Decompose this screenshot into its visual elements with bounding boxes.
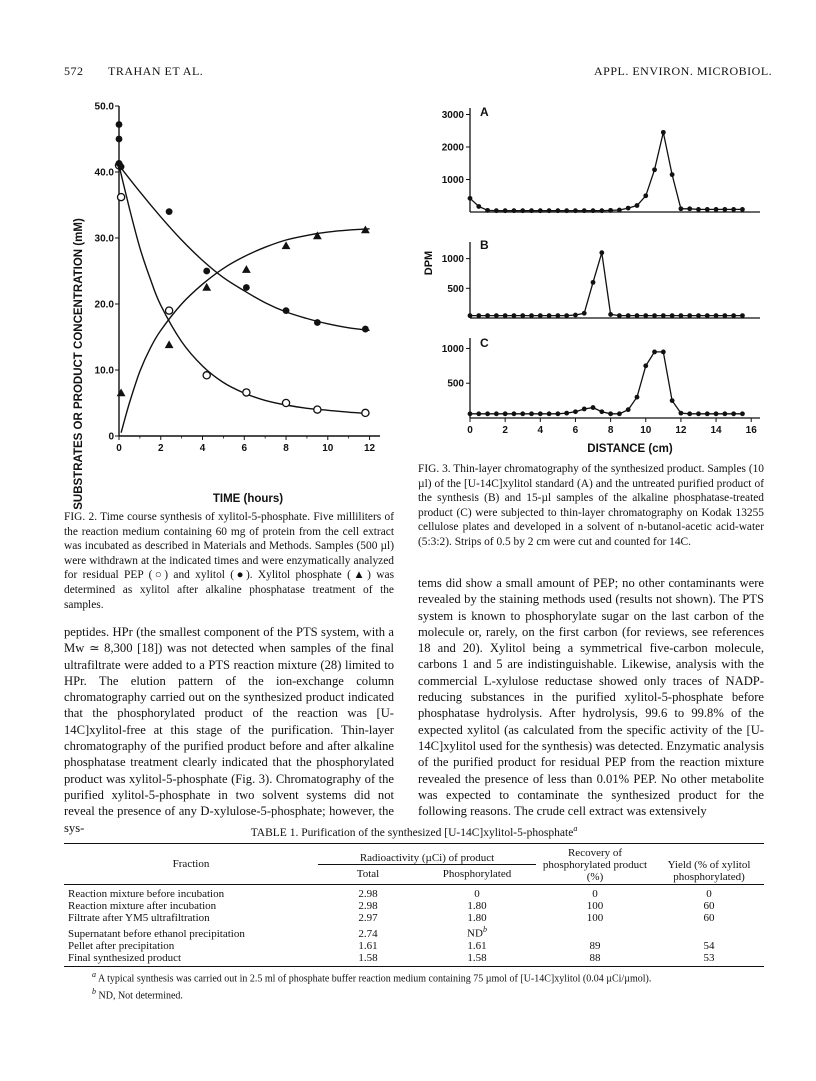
- panel-c-point: [520, 411, 525, 416]
- cell-total-value: 1.58: [358, 952, 378, 965]
- cell-phos: [418, 900, 536, 912]
- panel-a-point: [643, 193, 648, 198]
- cell-recovery-value: 89: [589, 940, 601, 953]
- panel-b-point: [608, 312, 613, 317]
- panel-c-point: [740, 411, 745, 416]
- figure2-x-tick-label: 12: [363, 443, 376, 454]
- cell-yield: [654, 900, 764, 912]
- xylitol-point: [116, 121, 123, 128]
- panel-b-point: [582, 311, 587, 316]
- cell-total: [318, 900, 418, 912]
- panel-c-point: [591, 405, 596, 410]
- panel-b-point: [679, 313, 684, 318]
- journal-title: APPL. ENVIRON. MICROBIOL.: [594, 64, 773, 78]
- cell-yield-value: 60: [703, 899, 715, 912]
- panel-c-point: [696, 411, 701, 416]
- cell-yield: [654, 952, 764, 964]
- th-radioactivity: Radioactivity (µCi) of product: [318, 844, 536, 864]
- xylitol-phosphate-point: [282, 241, 291, 249]
- panel-b-line: [470, 253, 742, 316]
- pep-point: [362, 409, 369, 416]
- panel-c-x-tick-label: 4: [537, 425, 544, 436]
- left-column-text: [64, 624, 394, 836]
- panel-a-point: [476, 204, 481, 209]
- panel-b-point: [643, 313, 648, 318]
- panel-b-point: [503, 313, 508, 318]
- figure2-x-tick-label: 0: [116, 443, 122, 454]
- cell-phos-value: 0: [474, 887, 480, 900]
- table-row: [64, 900, 764, 912]
- cell-total-value: 2.74: [358, 927, 378, 940]
- cell-phos: [418, 952, 536, 964]
- cell-total: [318, 924, 418, 940]
- th-recovery: Recovery of phosphorylated product (%): [542, 847, 648, 884]
- panel-a-point: [512, 208, 517, 213]
- table1-body: [64, 888, 764, 965]
- cell-recovery: [536, 900, 654, 912]
- panel-b-point: [617, 313, 622, 318]
- figure2-x-axis-label: TIME (hours): [212, 493, 284, 505]
- cell-recovery-value: 100: [586, 912, 604, 925]
- th-yield: Yield (% of xylitol phosphorylated): [667, 859, 751, 884]
- cell-yield: [654, 888, 764, 900]
- panel-b-point: [476, 313, 481, 318]
- panel-a-point: [714, 207, 719, 212]
- panel-b-y-tick-label: 1000: [441, 254, 464, 266]
- pep-point: [166, 307, 173, 314]
- pep-point: [282, 399, 289, 406]
- xylitol-point: [203, 268, 210, 275]
- th-fraction: Fraction: [172, 857, 210, 870]
- cell-recovery: [536, 912, 654, 924]
- figure2-x-tick-label: 8: [283, 443, 289, 454]
- figure2-y-tick-label: 0: [108, 431, 114, 443]
- panel-a-point: [696, 207, 701, 212]
- panel-c-point: [617, 411, 622, 416]
- pep-point: [117, 193, 124, 200]
- table1: [64, 843, 764, 1002]
- cell-phos: [418, 924, 536, 940]
- panel-c-point: [529, 411, 534, 416]
- figure2-y-tick-label: 10.0: [94, 365, 114, 377]
- cell-total-value: 2.97: [358, 912, 378, 925]
- panel-c-point: [635, 395, 640, 400]
- table1-title-footnote-mark: a: [573, 824, 578, 833]
- cell-phos-value: 1.80: [467, 899, 487, 912]
- xylitol-point: [283, 307, 290, 314]
- th-total: Total: [356, 868, 380, 881]
- cell-yield-value: 54: [703, 940, 715, 953]
- panel-b-point: [705, 313, 710, 318]
- panel-b-point: [626, 313, 631, 318]
- panel-b-point: [731, 313, 736, 318]
- panel-a-point: [687, 206, 692, 211]
- cell-phos-value: 1.61: [467, 940, 487, 953]
- panel-a-point: [503, 208, 508, 213]
- right-paragraph: tems did show a small amount of PEP; no other contaminants were revealed by the staining methods used (results not shown). The PTS system is known to phosphorylate sugar on the last carbon of the molecule or, rarely, on the first carbon (for reviews, see references 18 and 20). Xylitol being a symmetrical five-carbon molecule, carbons 1 and 5 are indistinguishable. Likewise, analysis with the commercial L-xylulose reductase showed only traces of NADP-reducing substances in the purified xylitol-5-phosphate before phosphatase hydrolysis. After hydrolysis, 99.6 to 99.8% of the expected xylitol (as calculated from the specific activity of the [U-14C]xylitol used for the synthesis) was detected. Enzymatic analysis of the purified product for residual PEP from the reaction mixture revealed the presence of less than 0.01% PEP. No other metabolite was expected to contaminate the synthesized product for the following reasons. The crude cell extract was extensively: [418, 576, 764, 819]
- panel-c-point: [722, 411, 727, 416]
- panel-b-point: [722, 313, 727, 318]
- cell-total-value: 2.98: [358, 887, 378, 900]
- panel-a-point: [485, 208, 490, 213]
- left-paragraph: peptides. HPr (the smallest component of the PTS system, with a Mw ≃ 8,300 [18]) was not detected when samples of the final ultrafiltrate were added to a PTS reaction mixture (28) limited to HPr. The elution pattern of the ion-exchange column chromatography carried out on the synthesized product indicated that the phosphorylated product of the reaction was [U-14C]xylitol-free at this stage of the purification. Thin-layer chromatography of the purified product before and after alkaline phosphatase treatment clearly indicated that the phosphorylated product was xylitol-5-phosphate (Fig. 3). Chromatography of the purified xylitol-5-phosphate in two solvent systems did not reveal the presence of any D-xylulose-5-phosphate; however, the sys-: [64, 625, 394, 835]
- footnote-b-text: ND, Not determined.: [98, 990, 183, 1002]
- panel-a-point: [547, 208, 552, 213]
- cell-recovery: [536, 924, 654, 940]
- page-number: 572: [64, 64, 84, 78]
- cell-phos: [418, 940, 536, 952]
- table1-title-text: TABLE 1. Purification of the synthesized [U-14C]xylitol-5-phosphate: [250, 826, 574, 839]
- panel-b-point: [485, 313, 490, 318]
- figure2-y-tick-label: 40.0: [94, 167, 114, 179]
- cell-fraction: [64, 924, 318, 940]
- cell-total: [318, 912, 418, 924]
- panel-c-x-tick-label: 10: [640, 425, 652, 436]
- panel-c-point: [485, 411, 490, 416]
- panel-c-line: [470, 352, 742, 414]
- footnote-a-text: A typical synthesis was carried out in 2.5 ml of phosphate buffer reaction medium containing 75 µmol of [U-14C]xylitol (0.04 µCi/µmol).: [97, 973, 652, 985]
- figure3-panels: [442, 108, 760, 436]
- panel-a-point: [661, 130, 666, 135]
- panel-c-x-tick-label: 6: [572, 425, 579, 436]
- panel-c-x-tick-label: 12: [675, 425, 687, 436]
- xylitol-point: [362, 326, 369, 333]
- cell-yield: [654, 924, 764, 940]
- figure2-x-tick-label: 10: [322, 443, 334, 454]
- xylitol-point: [116, 136, 123, 143]
- panel-b-point: [661, 313, 666, 318]
- panel-b-point: [494, 313, 499, 318]
- table-row: [64, 888, 764, 900]
- panel-a-point: [564, 208, 569, 213]
- panel-a-point: [538, 208, 543, 213]
- footnote-a-mark: a: [92, 970, 96, 980]
- panel-b-point: [591, 280, 596, 285]
- cell-fraction-value: Filtrate after YM5 ultrafiltration: [68, 912, 210, 925]
- cell-fraction-value: Reaction mixture before incubation: [68, 887, 225, 900]
- pep-point: [203, 372, 210, 379]
- xylitol-phosphate-point: [117, 389, 126, 397]
- panel-b-point: [740, 313, 745, 318]
- right-column-text: [418, 575, 764, 819]
- panel-c-x-tick-label: 14: [710, 425, 722, 436]
- panel-a-line: [470, 132, 742, 210]
- figure2-y-tick-label: 50.0: [94, 101, 114, 113]
- table1-footnote-b: [64, 986, 764, 1002]
- figure2-y-tick-label: 30.0: [94, 233, 114, 245]
- figure3-panel-label-A: A: [480, 105, 489, 119]
- panel-b-point: [635, 313, 640, 318]
- panel-c-point: [564, 411, 569, 416]
- panel-a-y-tick-label: 1000: [441, 175, 464, 186]
- running-authors: TRAHAN ET AL.: [108, 64, 204, 78]
- cell-total: [318, 952, 418, 964]
- cell-fraction: [64, 888, 318, 900]
- figure2-x-tick-label: 4: [199, 443, 206, 454]
- panel-c-point: [512, 411, 517, 416]
- panel-a-point: [582, 208, 587, 213]
- table-row: [64, 940, 764, 952]
- figure2-axes: [95, 102, 380, 455]
- cell-fraction: [64, 900, 318, 912]
- cell-fraction: [64, 912, 318, 924]
- table1-grid: [64, 844, 764, 964]
- xylitol-point: [243, 284, 250, 291]
- cell-fraction: [64, 940, 318, 952]
- xylitol-point: [118, 163, 125, 170]
- figure2-curve-xylitol: [119, 165, 370, 330]
- panel-a-point: [740, 207, 745, 212]
- figure2-points: [115, 121, 369, 416]
- panel-a-point: [591, 208, 596, 213]
- cell-fraction: [64, 952, 318, 964]
- panel-a-point: [722, 207, 727, 212]
- panel-c-point: [679, 411, 684, 416]
- panel-c-point: [494, 411, 499, 416]
- cell-phos: [418, 912, 536, 924]
- pep-point: [243, 389, 250, 396]
- xylitol-point: [166, 208, 173, 215]
- cell-total: [318, 940, 418, 952]
- panel-a-point: [652, 167, 657, 172]
- panel-b-point: [573, 313, 578, 318]
- figure3-y-axis-label: DPM: [423, 250, 435, 276]
- panel-c-point: [476, 411, 481, 416]
- panel-c-point: [555, 411, 560, 416]
- table1-title: [64, 824, 764, 839]
- figure2-x-tick-label: 6: [241, 443, 248, 454]
- panel-c-point: [608, 411, 613, 416]
- cell-fraction-value: Final synthesized product: [68, 952, 182, 965]
- panel-b-point: [564, 313, 569, 318]
- panel-c-point: [468, 411, 473, 416]
- panel-c-point: [643, 363, 648, 368]
- cell-recovery-value: 0: [592, 887, 598, 900]
- panel-b-point: [512, 313, 517, 318]
- panel-c-point: [687, 411, 692, 416]
- cell-phos-value: 1.58: [467, 952, 487, 965]
- panel-c-x-tick-label: 2: [502, 425, 508, 436]
- table-row: [64, 912, 764, 924]
- cell-recovery: [536, 940, 654, 952]
- figure3-caption: FIG. 3. Thin-layer chromatography of the synthesized product. Samples (10 µl) of the [U-14C]xylitol standard (A) and the untreated purified product of the synthesis (B) and 15-µl samples of the alkaline phosphatase-treated product (C) were subjected to thin-layer chromatography on Kodak 13255 cellulose plates and developed in a solvent of n-butanol-acetic acid-water (5:3:2). Strips of 0.5 by 2 cm were cut and counted for 14C.: [418, 463, 764, 548]
- panel-b-point: [520, 313, 525, 318]
- table-row: [64, 952, 764, 964]
- panel-c-point: [582, 407, 587, 412]
- figure2-x-tick-label: 2: [157, 443, 164, 454]
- cell-yield-value: 0: [706, 887, 712, 900]
- panel-c-point: [705, 411, 710, 416]
- figure2-chart: [64, 92, 392, 510]
- cell-total: [318, 888, 418, 900]
- panel-b-point: [547, 313, 552, 318]
- panel-c-y-tick-label: 1000: [441, 343, 464, 355]
- xylitol-phosphate-point: [242, 265, 251, 273]
- panel-c-x-tick-label: 0: [467, 425, 473, 436]
- xylitol-phosphate-point: [165, 340, 174, 348]
- panel-c-point: [599, 409, 604, 414]
- panel-b-point: [687, 313, 692, 318]
- figure3-chart: [420, 92, 772, 458]
- panel-c-x-tick-label: 8: [607, 425, 614, 436]
- cell-recovery: [536, 952, 654, 964]
- panel-c-point: [670, 398, 675, 403]
- figure3-panel-label-B: B: [480, 238, 489, 252]
- panel-b-y-tick-label: 500: [447, 283, 464, 295]
- cell-recovery-value: 100: [586, 899, 604, 912]
- footnote-b-mark: b: [92, 986, 96, 996]
- figure2-curve-xylitol-phosphate: [121, 229, 370, 433]
- cell-yield: [654, 940, 764, 952]
- cell-phos: [418, 888, 536, 900]
- panel-c-point: [626, 407, 631, 412]
- panel-a-y-tick-label: 3000: [441, 110, 464, 121]
- table1-footnote-a: [64, 969, 764, 985]
- figure2-y-tick-label: 20.0: [94, 299, 114, 311]
- panel-a-point: [555, 208, 560, 213]
- panel-c-point: [503, 411, 508, 416]
- panel-a-point: [670, 172, 675, 177]
- cell-recovery: [536, 888, 654, 900]
- cell-recovery-value: 88: [589, 952, 601, 965]
- panel-c-x-tick-label: 16: [745, 425, 757, 436]
- panel-a-point: [468, 196, 473, 201]
- figure2-caption: FIG. 2. Time course synthesis of xylitol-5-phosphate. Five milliliters of the reaction medium containing 60 mg of protein from the cell extract was incubated as described in Materials and Methods. Samples (500 µl) were withdrawn at the indicated times and were enzymatically analyzed for residual PEP (○) and xylitol (●). Xylitol phosphate (▲) was determined as xylitol after alkaline phosphatase treatment of the samples.: [64, 511, 394, 611]
- panel-b-point: [468, 313, 473, 318]
- cell-yield-value: 60: [703, 912, 715, 925]
- panel-a-point: [679, 206, 684, 211]
- panel-b-point: [555, 313, 560, 318]
- panel-a-point: [626, 206, 631, 211]
- cell-fraction-value: Pellet after precipitation: [68, 940, 175, 953]
- panel-c-point: [538, 411, 543, 416]
- panel-c-point: [661, 350, 666, 355]
- panel-b-point: [714, 313, 719, 318]
- panel-a-point: [608, 208, 613, 213]
- panel-c-y-tick-label: 500: [447, 378, 464, 390]
- pep-point: [314, 406, 321, 413]
- cell-yield-value: 53: [703, 952, 715, 965]
- panel-a-point: [573, 208, 578, 213]
- panel-c-point: [731, 411, 736, 416]
- cell-total-value: 2.98: [358, 899, 378, 912]
- panel-c-point: [714, 411, 719, 416]
- cell-fraction-value: Supernatant before ethanol precipitation: [68, 927, 245, 940]
- panel-b-point: [652, 313, 657, 318]
- panel-a-point: [617, 208, 622, 213]
- cell-total-value: 1.61: [358, 940, 378, 953]
- panel-a-point: [599, 208, 604, 213]
- panel-c-point: [652, 350, 657, 355]
- cell-phos-value: 1.80: [467, 912, 487, 925]
- figure2-y-axis-label: SUBSTRATES OR PRODUCT CONCENTRATION (mM): [73, 218, 85, 510]
- panel-b-point: [670, 313, 675, 318]
- panel-b-point: [696, 313, 701, 318]
- table-row: [64, 924, 764, 940]
- footnote-mark: b: [482, 925, 487, 935]
- panel-c-point: [573, 409, 578, 414]
- xylitol-point: [314, 319, 321, 326]
- panel-b-point: [529, 313, 534, 318]
- panel-a-y-tick-label: 2000: [441, 142, 464, 154]
- panel-a-point: [731, 207, 736, 212]
- panel-a-point: [635, 203, 640, 208]
- panel-a-point: [705, 207, 710, 212]
- figure3-panel-label-C: C: [480, 336, 489, 350]
- panel-a-point: [494, 208, 499, 213]
- panel-c-point: [547, 411, 552, 416]
- panel-a-point: [529, 208, 534, 213]
- cell-yield: [654, 912, 764, 924]
- cell-phos-value: ND: [467, 927, 483, 940]
- panel-a-point: [520, 208, 525, 213]
- th-phosphorylated: Phosphorylated: [442, 868, 512, 881]
- panel-b-point: [538, 313, 543, 318]
- cell-fraction-value: Reaction mixture after incubation: [68, 899, 217, 912]
- figure3-x-axis-label: DISTANCE (cm): [587, 443, 673, 455]
- panel-b-point: [599, 250, 604, 255]
